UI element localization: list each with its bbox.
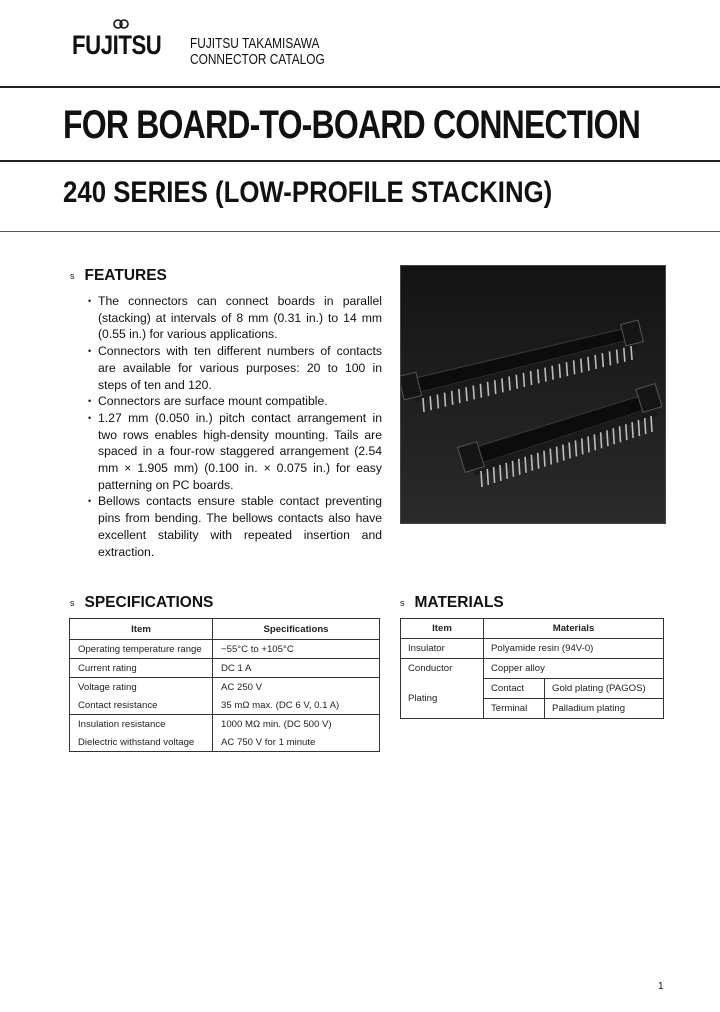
- spec-value: 35 mΩ max. (DC 6 V, 0.1 A): [221, 699, 340, 711]
- subtitle-divider: [0, 231, 720, 232]
- table-row: [401, 659, 664, 679]
- table-row: [401, 639, 664, 659]
- table-row: [70, 733, 380, 752]
- product-photo: [400, 265, 666, 524]
- mat-subitem: Contact: [484, 679, 545, 699]
- table-row: [70, 715, 380, 734]
- spec-item: Voltage rating: [70, 678, 213, 697]
- feature-item: • 1.27 mm (0.050 in.) pitch contact arrangement in two rows enables high-density mounting. Tails are spaced in a four-row staggered arrangement (2.54 mm × 1.905 mm) (0.100 in. × 0.075 in.) for easy patterning on PC boards.: [88, 410, 382, 494]
- table-row: [70, 696, 380, 715]
- fujitsu-logo: FUJITSU: [72, 30, 162, 60]
- spec-value: DC 1 A: [213, 659, 380, 678]
- features-heading-text: FEATURES: [84, 267, 167, 284]
- spec-col-specifications: Specifications: [213, 619, 380, 640]
- spec-item: Contact resistance: [70, 696, 213, 715]
- spec-value: AC 250 V: [213, 678, 380, 697]
- materials-heading-text: MATERIALS: [414, 594, 504, 611]
- specifications-heading-text: SPECIFICATIONS: [84, 594, 214, 611]
- spec-value: 1000 MΩ min. (DC 500 V): [213, 715, 380, 734]
- header-divider: [0, 86, 720, 88]
- series-title: 240 SERIES (LOW-PROFILE STACKING): [63, 176, 553, 209]
- spec-item: Current rating: [70, 659, 213, 678]
- connector-illustration: [401, 266, 665, 523]
- feature-item: • Connectors with ten different numbers of contacts are available for various purposes: 20 to 100 in steps of ten and 120.: [88, 343, 382, 393]
- features-list: [88, 293, 382, 560]
- materials-table: [400, 618, 664, 719]
- page-title: FOR BOARD-TO-BOARD CONNECTION: [63, 103, 641, 147]
- section-bullet: s: [70, 598, 75, 608]
- spec-item: Operating temperature range: [70, 640, 213, 659]
- table-row: [401, 679, 664, 699]
- table-row: [70, 659, 380, 678]
- materials-heading: [400, 594, 504, 612]
- mat-value: Polyamide resin (94V-0): [484, 639, 664, 659]
- mat-item: Plating: [401, 679, 484, 719]
- section-bullet: s: [70, 271, 75, 281]
- mat-value: Gold plating (PAGOS): [545, 679, 664, 699]
- mat-value: Copper alloy: [484, 659, 664, 679]
- spec-item: Dielectric withstand voltage: [70, 733, 213, 752]
- mat-col-item: Item: [401, 619, 484, 639]
- features-heading: [70, 267, 167, 285]
- spec-col-item: Item: [70, 619, 213, 640]
- catalog-title: [190, 36, 325, 68]
- title-divider: [0, 160, 720, 162]
- page-number: 1: [658, 981, 664, 992]
- spec-value: −55°C to +105°C: [221, 643, 294, 655]
- specifications-table: [69, 618, 380, 752]
- mat-col-materials: Materials: [484, 619, 664, 639]
- specifications-heading: [70, 594, 213, 612]
- section-bullet: s: [400, 598, 405, 608]
- mat-item: Insulator: [401, 639, 484, 659]
- catalog-line-2: CONNECTOR CATALOG: [190, 52, 325, 68]
- mat-subitem: Terminal: [484, 699, 545, 719]
- table-row: [70, 678, 380, 697]
- feature-item: • The connectors can connect boards in parallel (stacking) at intervals of 8 mm (0.31 in.) to 14 mm (0.55 in.) for various applications.: [88, 293, 382, 343]
- mat-item: Conductor: [401, 659, 484, 679]
- table-row: [70, 640, 380, 659]
- mat-value: Palladium plating: [545, 699, 664, 719]
- feature-item: • Connectors are surface mount compatible.: [88, 393, 382, 410]
- spec-value: AC 750 V for 1 minute: [221, 736, 316, 748]
- catalog-line-1: FUJITSU TAKAMISAWA: [190, 36, 320, 52]
- feature-item: • Bellows contacts ensure stable contact preventing pins from bending. The bellows contacts also have excellent stability with repeated insertion and extraction.: [88, 493, 382, 560]
- spec-item: Insulation resistance: [70, 715, 213, 734]
